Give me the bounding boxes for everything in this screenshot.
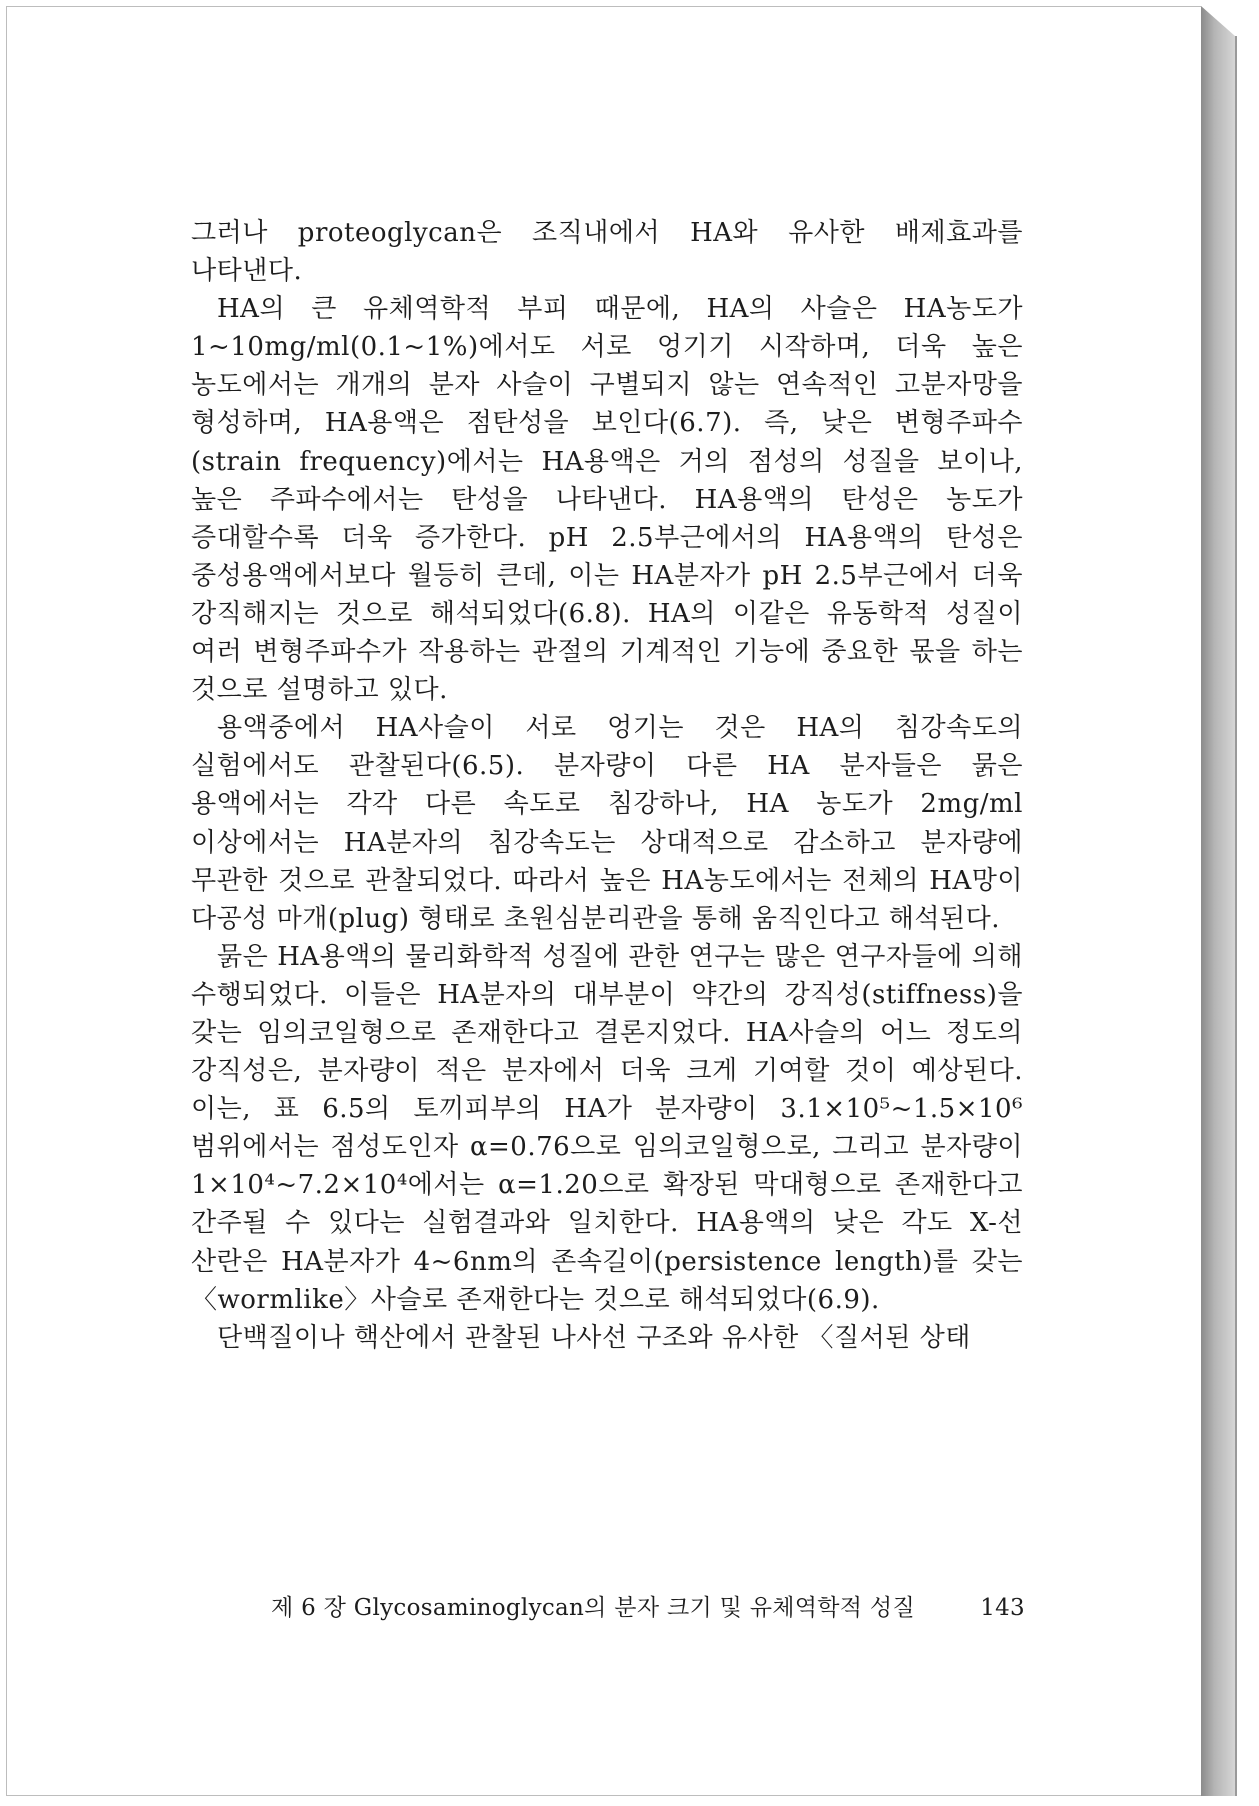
paragraph-4: 묽은 HA용액의 물리화학적 성질에 관한 연구는 많은 연구자들에 의해 수행되었다. 이들은 HA분자의 대부분이 약간의 강직성(stiffness)을 갖는 임의코일형으로 존재한다고 결론지었다. HA사슬의 어느 정도의 강직성은, 분자량이 적은 분자에서 더욱 크게 기여할 것이 예상된다. 이는, 표 6.5의 토끼피부의 HA가 분자량이 3.1×10⁵~1.5×10⁶ 범위에서는 점성도인자 α=0.76으로 임의코일형으로, 그리고 분자량이 1×10⁴~7.2×10⁴에서는 α=1.20으로 확장된 막대형으로 존재한다고 간주될 수 있다는 실험결과와 일치한다. HA용액의 낮은 각도 X-선 산란은 HA분자가 4~6nm의 존속길이(persistence length)를 갖는 〈wormlike〉사슬로 존재한다는 것으로 해석되었다(6.9). [191, 941, 1023, 1315]
running-chapter-title: 제 6 장 Glycosaminoglycan의 분자 크기 및 유체역학적 성질 [271, 1595, 915, 1621]
paragraph-1: 그러나 proteoglycan은 조직내에서 HA와 유사한 배제효과를 나타낸다. [191, 218, 1023, 287]
page-number: 143 [980, 1595, 1025, 1621]
page-footer [271, 1593, 1025, 1623]
paragraph-5: 단백질이나 핵산에서 관찰된 나사선 구조와 유사한 〈질서된 상태 [217, 1322, 971, 1353]
paragraph-3: 용액중에서 HA사슬이 서로 엉기는 것은 HA의 침강속도의 실험에서도 관찰된다(6.5). 분자량이 다른 HA 분자들은 묽은 용액에서는 각각 다른 속도로 침강하나, HA 농도가 2mg/ml 이상에서는 HA분자의 침강속도는 상대적으로 감소하고 분자량에 무관한 것으로 관찰되었다. 따라서 높은 HA농도에서는 전체의 HA망이 다공성 마개(plug) 형태로 초원심분리관을 통해 움직인다고 해석된다. [191, 713, 1023, 934]
book-spine-edge [1201, 6, 1235, 1796]
book-page [6, 6, 1202, 1796]
spine-shadow [1235, 36, 1237, 1796]
paragraph-2: HA의 큰 유체역학적 부피 때문에, HA의 사슬은 HA농도가 1~10mg/ml(0.1~1%)에서도 서로 엉기기 시작하며, 더욱 높은 농도에서는 개개의 분자 사슬이 구별되지 않는 연속적인 고분자망을 형성하며, HA용액은 점탄성을 보인다(6.7). 즉, 낮은 변형주파수(strain frequency)에서는 HA용액은 거의 점성의 성질을 보이나, 높은 주파수에서는 탄성을 나타낸다. HA용액의 탄성은 농도가 증대할수록 더욱 증가한다. pH 2.5부근에서의 HA용액의 탄성은 중성용액에서보다 월등히 큰데, 이는 HA분자가 pH 2.5부근에서 더욱 강직해지는 것으로 해석되었다(6.8). HA의 이같은 유동학적 성질이 여러 변형주파수가 작용하는 관절의 기계적인 기능에 중요한 몫을 하는 것으로 설명하고 있다. [191, 294, 1023, 706]
spine-corner [1201, 6, 1235, 36]
body-text [191, 214, 1023, 1357]
